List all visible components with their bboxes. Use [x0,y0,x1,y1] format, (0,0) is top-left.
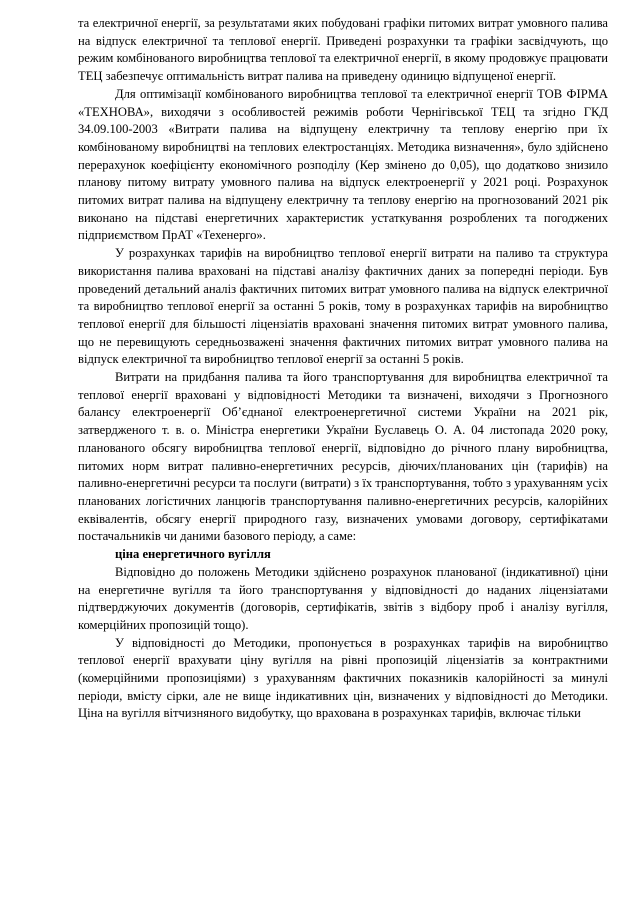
document-page [78,15,608,723]
paragraph-fuel-costs: У розрахунках тарифів на виробництво теплової енергії витрати на паливо та структура використання палива враховані на підставі аналізу фактичних даних за попередні періоди. Був проведений детальний аналіз фактичних питомих витрат умовного палива на відпуск електричної та виробництво теплової енергії за останні 5 років, тому в розрахунках тарифів на виробництво теплової енергії для більшості ліцензіатів враховані значення питомих витрат умовного палива, що не перевищують середньозважені значення фактичних питомих витрат умовного палива на відпуск електричної та виробництво теплової енергії за останні 5 років. [78,246,608,367]
paragraph-continuation: та електричної енергії, за результатами яких побудовані графіки питомих витрат умовного палива на відпуск електричної та теплової енергії. Приведені розрахунки та графіки засвідчують, що режим комбінованого виробництва теплової та електричної енергії, в якому продовжує працювати ТЕЦ забезпечує оптимальність витрат палива на приведену одиницю відпущеної енергії. [78,16,608,84]
section-heading-coal-price: ціна енергетичного вугілля [115,547,271,562]
paragraph-methodology: Відповідно до положень Методики здійснено розрахунок планованої (індикативної) ціни на енергетичне вугілля та його транспортування у відповідності до наданих ліцензіатами підтверджуючих документів (договорів, сертифікатів, звітів з відбору проб і аналізу вугілля, комерційних пропозицій тощо). [78,564,608,632]
paragraph-fuel-purchase: Витрати на придбання палива та його транспортування для виробництва електричної та теплової енергії враховані у відповідності Методики та визначені, виходячи з Прогнозного балансу електроенергії Об’єднаної електроенергетичної системи України на 2021 рік, затвердженого т. в. о. Міністра енергетики України Буславець О. А. 04 листопада 2020 року, планованого обсягу виробництва теплової енергії, відповідно до річного плану виробництва, питомих норм витрат паливно-енергетичних ресурсів, діючих/планованих цін (тарифів) на паливно-енергетичні ресурси та послуги (витрати) з їх транспортування, тобто з урахуванням усіх планованих логістичних ланцюгів транспортування паливно-енергетичних ресурсів, калорійних еквівалентів, обсягу енергії природного газу, визначених умовами договору, сертифікатами постачальників чи даними базового періоду, а саме: [78,370,608,544]
paragraph-coal-pricing: У відповідності до Методики, пропонується в розрахунках тарифів на виробництво теплової енергії врахувати ціну вугілля на рівні пропозицій ліцензіатів за контрактними (комерційними пропозиціями) з урахуванням фактичних показників калорійності за минулі періоди, вмісту сірки, але не вище індикативних цін, визначених у відповідності до Методики. Ціна на вугілля вітчизняного видобутку, що врахована в розрахунках тарифів, включає тільки [78,635,608,721]
paragraph-optimization: Для оптимізації комбінованого виробництва теплової та електричної енергії ТОВ ФІРМА «ТЕХНОВА», виходячи з особливостей режимів роботи Чернігівської ТЕЦ та згідно ГКД 34.09.100-2003 «Витрати палива на відпущену електричну та теплову енергію при їх комбінованому виробництві на теплових електростанціях. Методика визначення», було здійснено перерахунок коефіцієнту економічного розподілу (Кер змінено до 0,05), що додатково знизило планову питому витрату умовного палива на відпуск електроенергії у 2021 році. Розрахунок питомих витрат палива на відпущену електричну та теплову енергію на прогнозований 2021 рік виконано на підставі енергетичних характеристик устаткування розроблених та погоджених підприємством ПрАТ «Техенерго». [78,86,608,243]
